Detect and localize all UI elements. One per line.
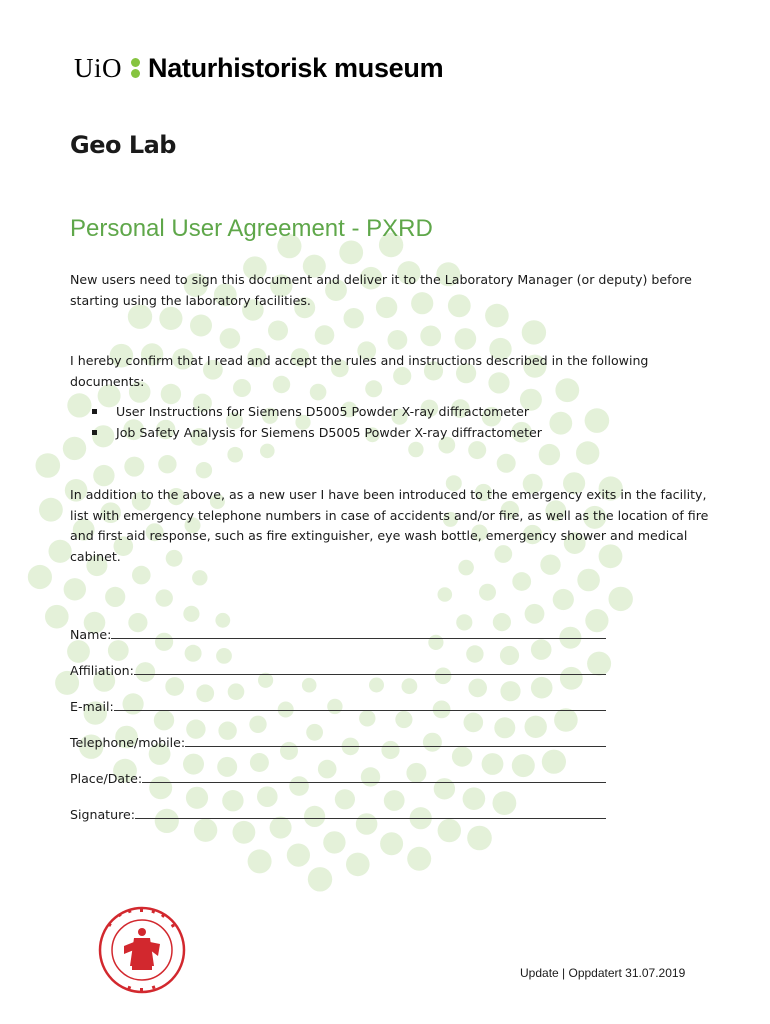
name-field[interactable] xyxy=(70,606,606,642)
decor-dot xyxy=(308,867,332,891)
decor-dot xyxy=(49,540,72,563)
decor-dot xyxy=(233,821,256,844)
fill-line[interactable] xyxy=(135,817,606,819)
decor-dot xyxy=(158,455,176,473)
place-date-field[interactable] xyxy=(70,750,606,786)
field-label: Place/Date: xyxy=(70,771,143,786)
decor-dot xyxy=(609,587,633,611)
field-label: Affiliation: xyxy=(70,663,134,678)
decor-dot xyxy=(346,853,370,877)
decor-dot xyxy=(479,584,496,601)
list-item xyxy=(92,423,542,444)
list-item xyxy=(92,402,542,423)
decor-dot xyxy=(67,393,91,417)
decor-dot xyxy=(408,442,423,457)
field-label: E-mail: xyxy=(70,699,114,714)
page-title: Geo Lab xyxy=(70,131,176,159)
decor-dot xyxy=(248,849,272,873)
field-label: Name: xyxy=(70,627,112,642)
affiliation-field[interactable] xyxy=(70,642,606,678)
decor-dot xyxy=(380,832,403,855)
decor-dot xyxy=(132,566,151,585)
decor-dot xyxy=(260,444,275,459)
decor-dot xyxy=(455,328,477,350)
logo-colon-icon xyxy=(131,58,140,78)
decor-dot xyxy=(124,457,144,477)
decor-dot xyxy=(39,498,63,522)
intro-paragraph: New users need to sign this document and deliver it to the Laboratory Manager (or deputy) before starting using the laboratory facilities. xyxy=(70,272,692,308)
email-field[interactable] xyxy=(70,678,606,714)
decor-dot xyxy=(339,241,363,265)
decor-dot xyxy=(468,441,486,459)
decor-dot xyxy=(323,831,345,853)
decor-dot xyxy=(36,453,61,478)
field-label: Signature: xyxy=(70,807,135,822)
decor-dot xyxy=(512,572,531,591)
decor-dot xyxy=(268,321,288,341)
decor-dot xyxy=(105,587,125,607)
decor-dot xyxy=(522,320,546,344)
fill-line[interactable] xyxy=(134,673,606,675)
decor-dot xyxy=(194,819,217,842)
fill-line[interactable] xyxy=(185,745,606,747)
university-seal-icon xyxy=(98,906,186,994)
decor-dot xyxy=(64,578,86,600)
decor-dot xyxy=(420,326,441,347)
decor-dot xyxy=(438,819,461,842)
decor-dot xyxy=(467,826,492,851)
document-list xyxy=(92,402,542,443)
square-bullet-icon xyxy=(92,430,97,435)
decor-dot xyxy=(190,315,212,337)
decor-dot xyxy=(407,847,431,871)
square-bullet-icon xyxy=(92,409,97,414)
decor-dot xyxy=(576,441,599,464)
logo-museum-name: Naturhistorisk museum xyxy=(148,52,444,83)
decor-dot xyxy=(156,589,173,606)
update-date: Update | Oppdatert 31.07.2019 xyxy=(520,966,686,980)
decor-dot xyxy=(63,437,86,460)
decor-dot xyxy=(344,308,364,328)
confirm-paragraph: I hereby confirm that I read and accept the rules and instructions described in the following documents: xyxy=(70,353,649,389)
telephone-field[interactable] xyxy=(70,714,606,750)
decor-dot xyxy=(388,330,408,350)
signature-field[interactable] xyxy=(70,786,606,822)
decor-dot xyxy=(549,412,572,435)
field-label: Telephone/mobile: xyxy=(70,735,186,750)
museum-logo xyxy=(74,52,443,84)
decor-dot xyxy=(45,605,69,629)
decor-dot xyxy=(192,570,207,585)
addition-paragraph: In addition to the above, as a new user I have been introduced to the emergency exits in the facility, list with emergency telephone numbers in case of accidents and/or fire, as well as the location of fire and first aid response, such as fire extinguisher, eye wash bottle, emergency shower and medical cabinet. xyxy=(70,487,709,564)
decor-dot xyxy=(287,844,310,867)
list-item-text: Job Safety Analysis for Siemens D5005 Powder X-ray diffractometer xyxy=(116,424,542,440)
decor-dot xyxy=(28,565,52,589)
decor-dot xyxy=(227,447,243,463)
decor-dot xyxy=(497,454,516,473)
decor-dot xyxy=(196,462,212,478)
decor-dot xyxy=(93,465,114,486)
fill-line[interactable] xyxy=(111,637,606,639)
decor-dot xyxy=(438,587,453,602)
signature-form xyxy=(70,606,606,822)
decor-dot xyxy=(315,325,335,345)
logo-uio-text: UiO xyxy=(74,52,122,83)
decor-dot xyxy=(220,328,241,349)
decor-dot xyxy=(539,444,560,465)
document-subtitle: Personal User Agreement - PXRD xyxy=(70,215,433,242)
fill-line[interactable] xyxy=(142,781,606,783)
list-item-text: User Instructions for Siemens D5005 Powder X-ray diffractometer xyxy=(116,404,530,419)
decor-dot xyxy=(577,569,600,592)
decor-dot xyxy=(585,408,610,433)
fill-line[interactable] xyxy=(114,709,606,711)
